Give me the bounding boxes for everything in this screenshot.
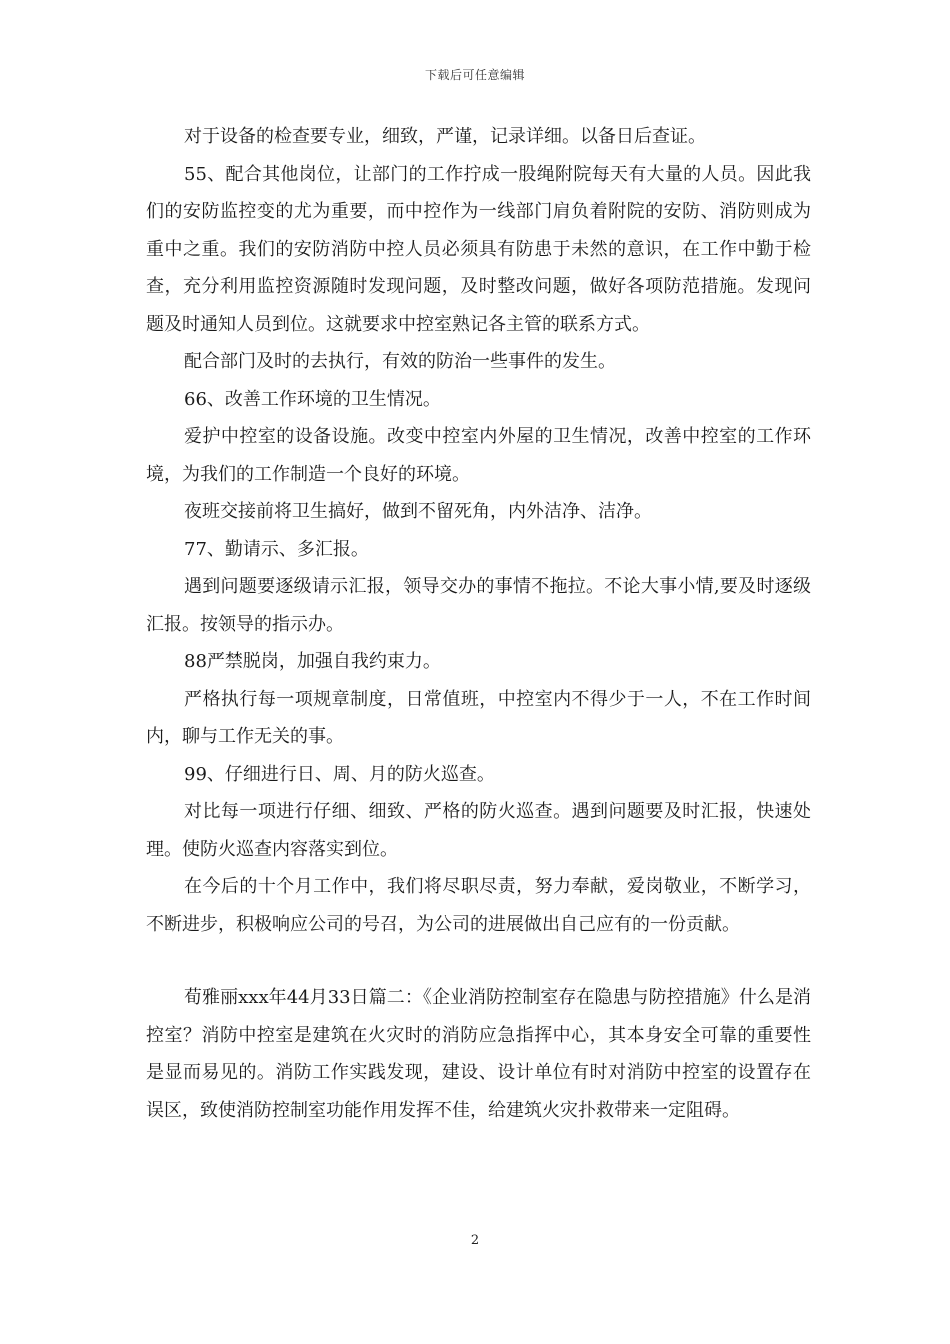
paragraph-part-two: 荀雅丽xxx年44月33日篇二：《企业消防控制室存在隐患与防控措施》什么是消控室？消防中控室是建筑在火灾时的消防应急指挥中心，其本身安全可靠的重要性是显而易见的。消防工作实践发现，建设、设计单位有时对消防中控室的设置存在误区，致使消防控制室功能作用发挥不佳，给建筑火灾扑救带来一定阻碍。: [146, 987, 811, 1121]
paragraph-cooperate: 配合部门及时的去执行，有效的防治一些事件的发生。: [184, 351, 616, 372]
paragraph-item-99: 99、仔细进行日、周、月的防火巡查。: [184, 763, 495, 785]
paragraph-item-66: 66、改善工作环境的卫生情况。: [184, 388, 441, 410]
page-number: 2: [470, 1233, 480, 1248]
paragraph-night-shift: 夜班交接前将卫生搞好，做到不留死角，内外洁净、洁净。: [184, 501, 652, 522]
paragraph-conclusion: 在今后的十个月工作中，我们将尽职尽责，努力奉献，爱岗敬业，不断学习，不断进步，积极响应公司的号召，为公司的进展做出自己应有的一份贡献。: [146, 876, 811, 935]
paragraph-equipment-check: 对于设备的检查要专业，细致，严谨，记录详细。以备日后查证。: [184, 126, 706, 147]
paragraph-report: 遇到问题要逐级请示汇报，领导交办的事情不拖拉。不论大事小情,要及时逐级汇报。按领导的指示办。: [146, 576, 811, 635]
paragraph-item-77: 77、勤请示、多汇报。: [184, 538, 369, 560]
paragraph-item-55: 55、配合其他岗位，让部门的工作拧成一股绳附院每天有大量的人员。因此我们的安防监控变的尤为重要，而中控作为一线部门肩负着附院的安防、消防则成为重中之重。我们的安防消防中控人员必须具有防患于未然的意识，在工作中勤于检查，充分利用监控资源随时发现问题，及时整改问题，做好各项防范措施。发现问题及时通知人员到位。这就要求中控室熟记各主管的联系方式。: [146, 163, 811, 335]
paragraph-equipment-care: 爱护中控室的设备设施。改变中控室内外屋的卫生情况，改善中控室的工作环境，为我们的工作制造一个良好的环境。: [146, 426, 811, 485]
page-header: 下载后可任意编辑: [424, 68, 525, 82]
document-body: [146, 118, 811, 1129]
paragraph-rules: 严格执行每一项规章制度，日常值班，中控室内不得少于一人，不在工作时间内，聊与工作无关的事。: [146, 688, 811, 747]
paragraph-item-88: 88严禁脱岗，加强自我约束力。: [184, 651, 441, 672]
paragraph-inspection: 对比每一项进行仔细、细致、严格的防火巡查。遇到问题要及时汇报，快速处理。使防火巡查内容落实到位。: [146, 801, 811, 860]
